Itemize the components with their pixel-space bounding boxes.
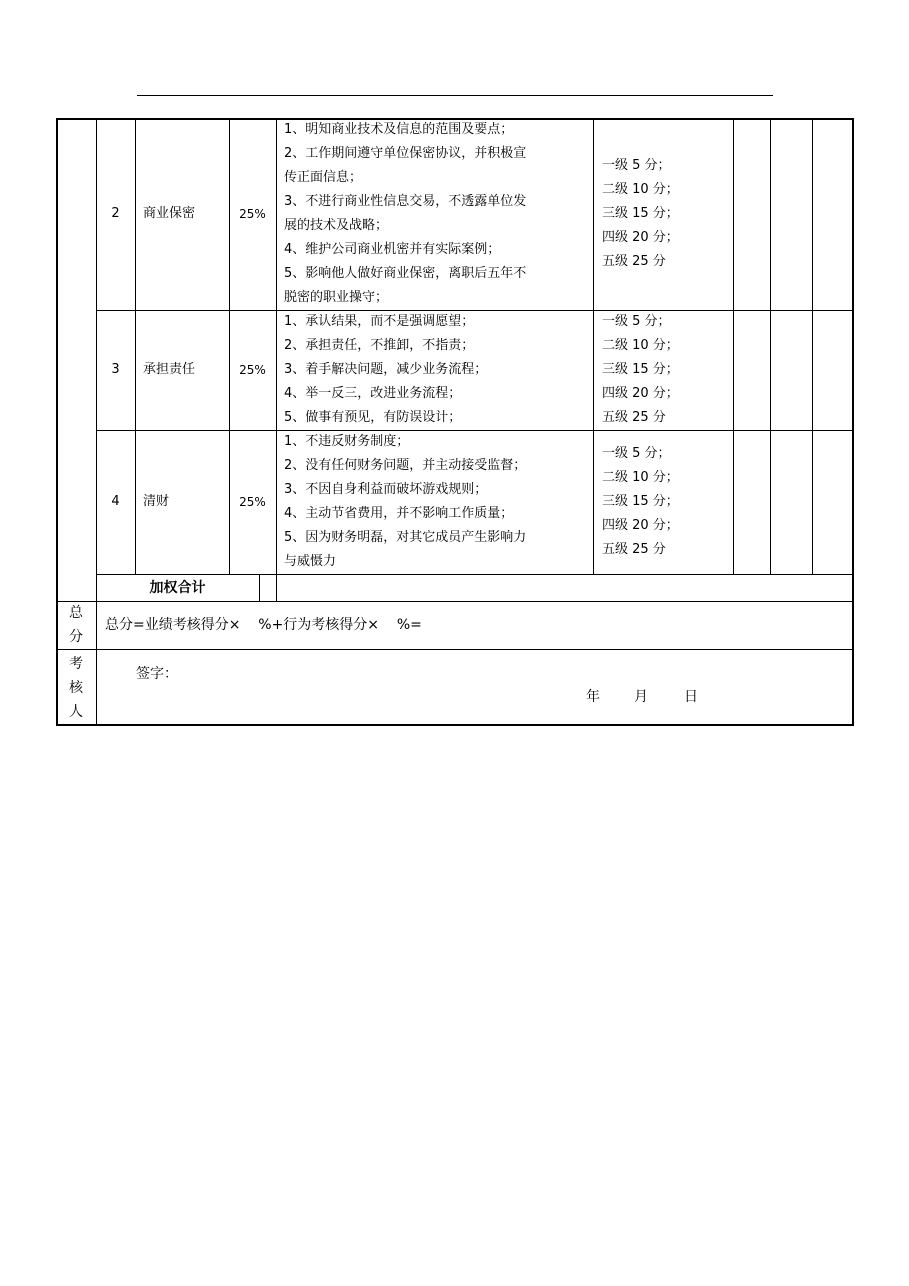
criteria-line: 脱密的职业操守； bbox=[284, 290, 389, 305]
row-item: 商业保密 bbox=[143, 206, 196, 221]
grade-line: 三级 15 分； bbox=[602, 206, 679, 221]
row-item: 清财 bbox=[143, 494, 170, 509]
row-weight: 25% bbox=[239, 495, 266, 509]
row-item: 承担责任 bbox=[143, 362, 196, 377]
score-cell[interactable] bbox=[733, 430, 770, 574]
grade-line: 五级 25 分 bbox=[602, 410, 666, 425]
reviewer-label-char: 核 bbox=[69, 679, 83, 696]
row-weight: 25% bbox=[239, 363, 266, 377]
row-number: 3 bbox=[111, 362, 120, 377]
reviewer-label-char: 人 bbox=[69, 703, 83, 720]
reviewer-label bbox=[56, 649, 96, 726]
criteria-line: 5、影响他人做好商业保密，离职后五年不 bbox=[284, 266, 527, 281]
score-cell[interactable] bbox=[770, 118, 812, 310]
grade-line: 五级 25 分 bbox=[602, 254, 666, 269]
total-label-char: 总 bbox=[69, 605, 83, 621]
criteria-line: 3、不进行商业性信息交易，不透露单位发 bbox=[284, 194, 527, 209]
weighted-total-value[interactable] bbox=[259, 574, 854, 601]
criteria-line: 1、承认结果，而不是强调愿望； bbox=[284, 314, 475, 329]
date-month: 月 bbox=[634, 689, 648, 705]
reviewer-cell[interactable] bbox=[96, 649, 854, 726]
row-weight: 25% bbox=[239, 207, 266, 221]
grade-line: 一级 5 分； bbox=[602, 158, 671, 173]
criteria-line: 4、维护公司商业机密并有实际案例； bbox=[284, 242, 501, 257]
reviewer-label-char: 考 bbox=[69, 655, 83, 672]
weighted-total-label: 加权合计 bbox=[149, 579, 206, 596]
total-formula: 总分=业绩考核得分× %+行为考核得分× %= bbox=[105, 617, 422, 633]
grade-line: 四级 20 分； bbox=[602, 386, 679, 401]
score-cell[interactable] bbox=[812, 430, 854, 574]
criteria-line: 5、因为财务明磊，对其它成员产生影响力 bbox=[284, 530, 527, 545]
score-cell[interactable] bbox=[733, 118, 770, 310]
row-grades bbox=[593, 430, 733, 574]
date-year: 年 bbox=[586, 689, 600, 705]
total-label bbox=[56, 601, 96, 649]
row-criteria bbox=[276, 310, 593, 430]
grade-line: 二级 10 分； bbox=[602, 470, 679, 485]
criteria-line: 4、主动节省费用，并不影响工作质量； bbox=[284, 506, 514, 521]
row-criteria bbox=[276, 118, 593, 310]
criteria-line: 与威慑力 bbox=[284, 554, 337, 569]
grade-line: 一级 5 分； bbox=[602, 314, 671, 329]
score-cell[interactable] bbox=[770, 430, 812, 574]
grade-line: 三级 15 分； bbox=[602, 362, 679, 377]
header-rule bbox=[137, 95, 773, 96]
assessment-table bbox=[56, 118, 854, 726]
criteria-line: 2、没有任何财务问题，并主动接受监督； bbox=[284, 458, 527, 473]
grade-line: 二级 10 分； bbox=[602, 182, 679, 197]
criteria-line: 3、不因自身利益而破坏游戏规则； bbox=[284, 482, 488, 497]
score-cell[interactable] bbox=[770, 310, 812, 430]
total-label-char: 分 bbox=[69, 629, 83, 645]
grade-line: 四级 20 分； bbox=[602, 518, 679, 533]
score-cell[interactable] bbox=[733, 310, 770, 430]
score-cell[interactable] bbox=[812, 310, 854, 430]
criteria-line: 5、做事有预见，有防误设计； bbox=[284, 410, 462, 425]
grade-line: 三级 15 分； bbox=[602, 494, 679, 509]
criteria-line: 1、不违反财务制度； bbox=[284, 434, 410, 449]
row-grades bbox=[593, 310, 733, 430]
criteria-line: 展的技术及战略； bbox=[284, 218, 389, 233]
row-grades bbox=[593, 118, 733, 310]
criteria-line: 传正面信息； bbox=[284, 170, 363, 185]
criteria-line: 2、承担责任，不推卸，不指责； bbox=[284, 338, 475, 353]
row-criteria bbox=[276, 430, 593, 574]
grade-line: 一级 5 分； bbox=[602, 446, 671, 461]
score-cell[interactable] bbox=[812, 118, 854, 310]
grade-line: 二级 10 分； bbox=[602, 338, 679, 353]
date-day: 日 bbox=[684, 689, 698, 705]
grade-line: 四级 20 分； bbox=[602, 230, 679, 245]
criteria-line: 4、举一反三，改进业务流程； bbox=[284, 386, 462, 401]
criteria-line: 1、明知商业技术及信息的范围及要点； bbox=[284, 122, 514, 137]
signature-label: 签字： bbox=[136, 666, 178, 682]
grade-line: 五级 25 分 bbox=[602, 542, 666, 557]
criteria-line: 3、着手解决问题，减少业务流程； bbox=[284, 362, 488, 377]
row-number: 4 bbox=[111, 494, 120, 509]
row-number: 2 bbox=[111, 206, 120, 221]
criteria-line: 2、工作期间遵守单位保密协议，并积极宣 bbox=[284, 146, 527, 161]
